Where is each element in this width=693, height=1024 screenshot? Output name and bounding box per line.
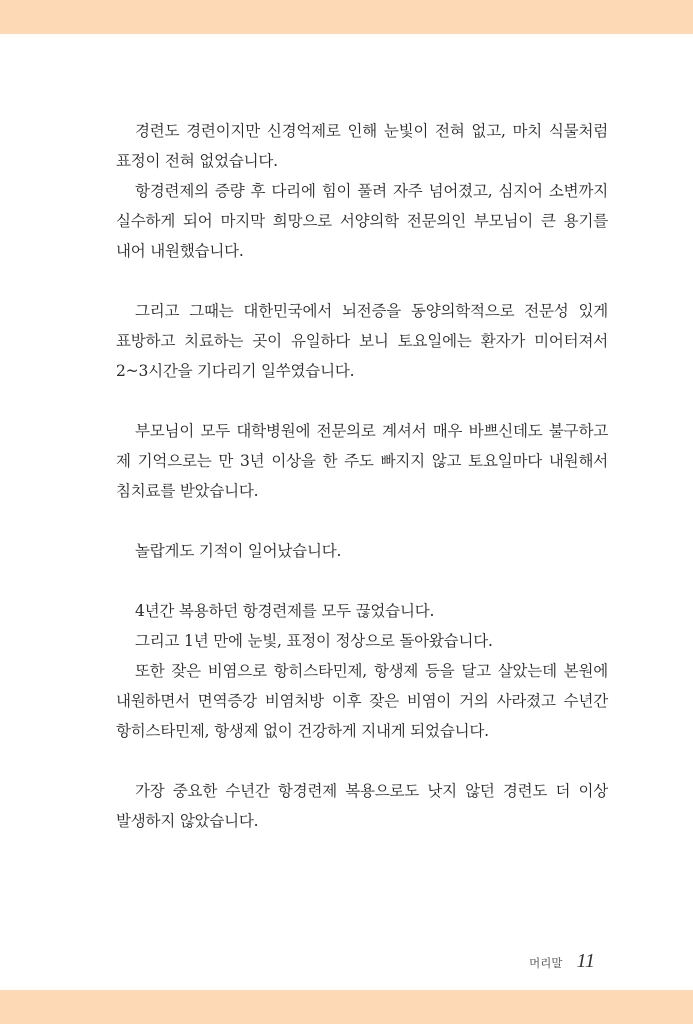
paragraph: 부모님이 모두 대학병원에 전문의로 계셔서 매우 바쁘신데도 불구하고 제 기억으로는 만 3년 이상을 한 주도 빠지지 않고 토요일마다 내원해서 침치료를 받았습니다.	[116, 422, 608, 500]
paragraph: 가장 중요한 수년간 항경련제 복용으로도 낫지 않던 경련도 더 이상 발생하지 않았습니다.	[116, 782, 608, 830]
paragraph-gap	[116, 566, 608, 596]
paragraph-gap	[116, 506, 608, 536]
paragraph: 항경련제의 증량 후 다리에 힘이 풀려 자주 넘어졌고, 심지어 소변까지 실수하게 되어 마지막 희망으로 서양의학 전문의인 부모님이 큰 용기를 내어 내원했습니다.	[116, 182, 608, 260]
paragraph-gap	[116, 386, 608, 416]
paragraph: 또한 잦은 비염으로 항히스타민제, 항생제 등을 달고 살았는데 본원에 내원하면서 면역증강 비염처방 이후 잦은 비염이 거의 사라졌고 수년간 항히스타민제, 항생제 없이 건강하게 지내게 되었습니다.	[116, 662, 608, 740]
page-footer	[529, 950, 595, 980]
paragraph: 경련도 경련이지만 신경억제로 인해 눈빛이 전혀 없고, 마치 식물처럼 표정이 전혀 없었습니다.	[116, 122, 608, 170]
paragraph: 놀랍게도 기적이 일어났습니다.	[135, 542, 342, 560]
paragraph-gap	[116, 746, 608, 776]
body-text	[116, 116, 608, 836]
paragraph: 그리고 그때는 대한민국에서 뇌전증을 동양의학적으로 전문성 있게 표방하고 치료하는 곳이 유일하다 보니 토요일에는 환자가 미어터져서 2~3시간을 기다리기 일쑤였습니다.	[116, 302, 608, 380]
bottom-accent-band	[0, 990, 693, 1024]
section-title: 머리말	[529, 956, 563, 970]
paragraph: 4년간 복용하던 항경련제를 모두 끊었습니다.	[135, 602, 435, 620]
paragraph-gap	[116, 266, 608, 296]
paragraph: 그리고 1년 만에 눈빛, 표정이 정상으로 돌아왔습니다.	[135, 632, 493, 650]
page-number: 11	[576, 950, 595, 972]
top-accent-band	[0, 0, 693, 34]
